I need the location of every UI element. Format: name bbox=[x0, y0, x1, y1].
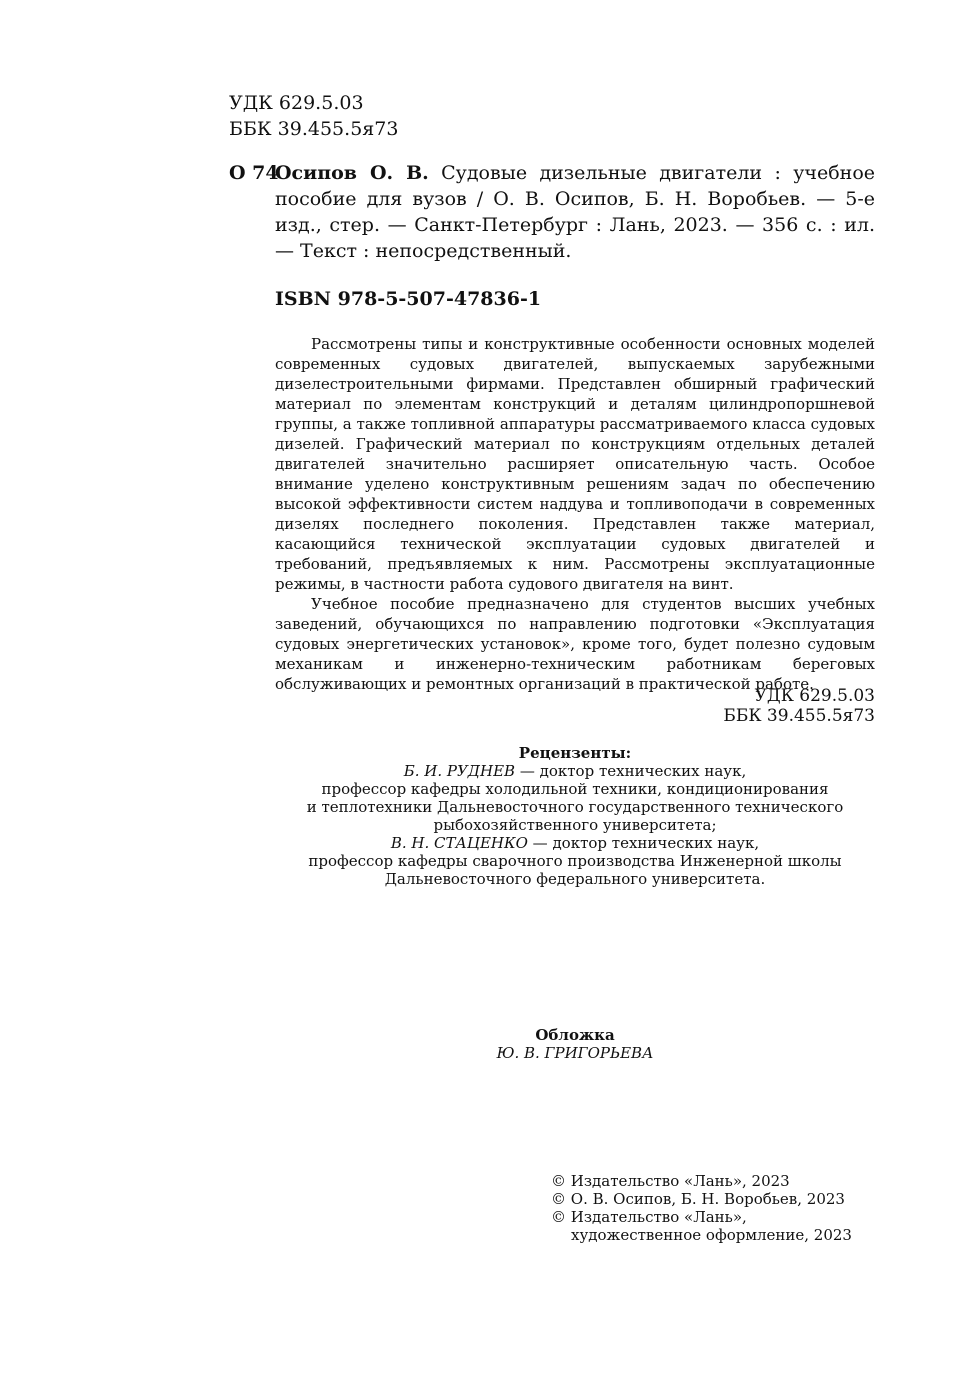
reviewer-1-position: профессор кафедры холодильной техники, кондиционирования bbox=[321, 780, 829, 798]
bbk-code: ББК 39.455.5я73 bbox=[229, 118, 399, 140]
copyright-line: © Издательство «Лань», 2023 bbox=[551, 1172, 790, 1190]
abstract bbox=[275, 334, 875, 694]
copyright-line: © О. В. Осипов, Б. Н. Воробьев, 2023 bbox=[551, 1190, 845, 1208]
reviewer-2-name: В. Н. СТАЦЕНКО bbox=[390, 834, 528, 852]
reviewer-1-position: и теплотехники Дальневосточного государственного технического bbox=[306, 798, 844, 816]
udk-code-right: УДК 629.5.03 bbox=[754, 686, 875, 706]
abstract-paragraph: Рассмотрены типы и конструктивные особенности основных моделей современных судовых двигателей, выпускаемых зарубежными дизелестроительными фирмами. Представлен обширный графический материал по элементам конструкций и деталям цилиндропоршневой группы, а также топливной аппаратуры рассматриваемого класса судовых дизелей. Графический материал по конструкциям отдельных деталей двигателей значительно расширяет описательную часть. Особое внимание уделено конструктивным решениям задач по обеспечению высокой эффективности систем наддува и топливоподачи в современных дизелях последнего поколения. Представлен также материал, касающийся технической эксплуатации судовых двигателей и требований, предъявляемых к ним. Рассмотрены эксплуатационные режимы, в частности работа судового двигателя на винт. bbox=[275, 335, 875, 593]
copyright-line: художественное оформление, 2023 bbox=[571, 1226, 852, 1244]
author-sign: О 74 bbox=[229, 162, 279, 184]
reviewer-2-title bbox=[275, 834, 875, 852]
abstract-paragraph: Учебное пособие предназначено для студентов высших учебных заведений, обучающихся по направлению подготовки «Эксплуатация судовых энергетических установок», кроме того, будет полезно судовым механикам и инженерно-техническим работникам береговых обслуживающих и ремонтных организаций в практической работе. bbox=[275, 595, 875, 693]
cover-credit bbox=[275, 1026, 875, 1062]
reviewer-1-position: рыбохозяйственного университета; bbox=[433, 816, 717, 834]
reviewer-2-position: профессор кафедры сварочного производства Инженерной школы bbox=[308, 852, 842, 870]
entry-text bbox=[275, 160, 875, 264]
bbk-code-right: ББК 39.455.5я73 bbox=[723, 706, 875, 726]
classification-codes-right bbox=[575, 686, 875, 726]
cover-heading: Обложка bbox=[535, 1026, 615, 1044]
author-heading: Осипов О. В. bbox=[275, 162, 429, 184]
cover-designer: Ю. В. ГРИГОРЬЕВА bbox=[496, 1044, 654, 1062]
classification-codes bbox=[229, 90, 398, 142]
copyright-line: © Издательство «Лань», bbox=[551, 1208, 747, 1226]
entry-description: Судовые дизельные двигатели : учебное пособие для вузов / О. В. Осипов, Б. Н. Воробьев. — 5-е изд., стер. — Санкт-Петербург : Лань, 2023. — 356 с. : ил. — Текст : непосредственный. bbox=[275, 162, 875, 262]
copyright-block bbox=[551, 1172, 852, 1244]
bibliographic-entry bbox=[229, 160, 875, 264]
udk-code: УДК 629.5.03 bbox=[229, 92, 364, 114]
reviewers bbox=[275, 744, 875, 888]
reviewer-1-title bbox=[275, 762, 875, 780]
reviewers-heading: Рецензенты: bbox=[518, 744, 632, 762]
reviewer-2-degree: — доктор технических наук, bbox=[527, 834, 760, 852]
isbn: ISBN 978-5-507-47836-1 bbox=[275, 288, 542, 310]
reviewer-1-name: Б. И. РУДНЕВ bbox=[403, 762, 516, 780]
reviewer-1-degree: — доктор технических наук, bbox=[515, 762, 747, 780]
reviewer-2-position: Дальневосточного федерального университета. bbox=[384, 870, 766, 888]
